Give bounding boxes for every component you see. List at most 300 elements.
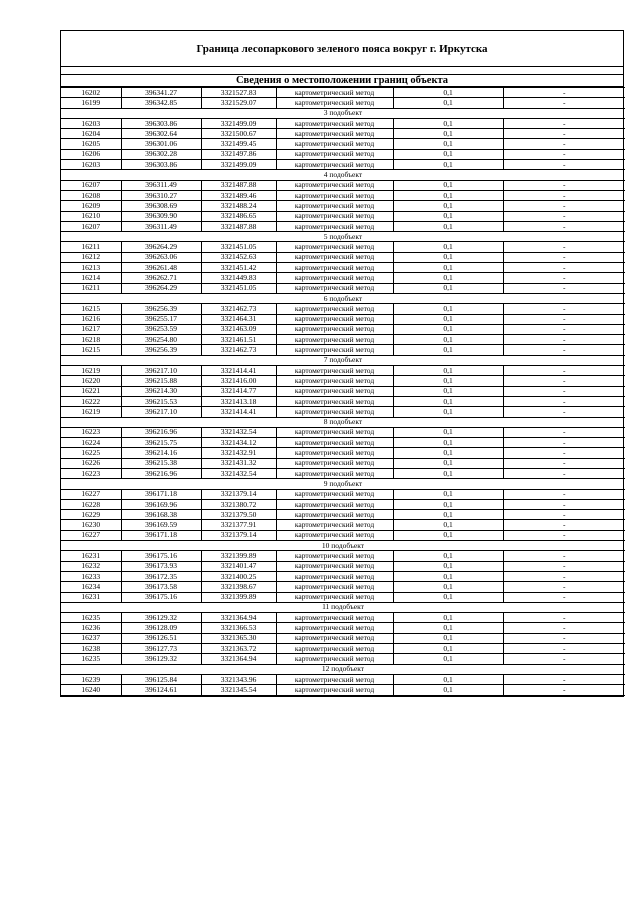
x-coordinate-cell: 396129.32 bbox=[121, 613, 201, 623]
point-id-cell: 16229 bbox=[61, 510, 121, 520]
document-frame bbox=[60, 30, 624, 697]
table-row bbox=[61, 345, 625, 355]
point-id-cell: 16214 bbox=[61, 273, 121, 283]
accuracy-cell: 0,1 bbox=[393, 396, 503, 406]
description-cell: - bbox=[503, 242, 625, 252]
table-row bbox=[61, 520, 625, 530]
method-cell: картометрический метод bbox=[276, 324, 393, 334]
x-coordinate-cell: 396217.10 bbox=[121, 366, 201, 376]
description-cell: - bbox=[503, 654, 625, 664]
accuracy-cell: 0,1 bbox=[393, 438, 503, 448]
method-cell: картометрический метод bbox=[276, 366, 393, 376]
accuracy-cell: 0,1 bbox=[393, 489, 503, 499]
x-coordinate-cell: 396128.09 bbox=[121, 623, 201, 633]
point-id-cell: 16211 bbox=[61, 283, 121, 293]
y-coordinate-cell: 3321432.91 bbox=[201, 448, 276, 458]
x-coordinate-cell: 396171.18 bbox=[121, 489, 201, 499]
y-coordinate-cell: 3321451.05 bbox=[201, 242, 276, 252]
subobject-label: 11 подобъект bbox=[61, 602, 625, 612]
accuracy-cell: 0,1 bbox=[393, 623, 503, 633]
x-coordinate-cell: 396311.49 bbox=[121, 221, 201, 231]
point-id-cell: 16223 bbox=[61, 468, 121, 478]
accuracy-cell: 0,1 bbox=[393, 386, 503, 396]
point-id-cell: 16225 bbox=[61, 448, 121, 458]
x-coordinate-cell: 396175.16 bbox=[121, 551, 201, 561]
y-coordinate-cell: 3321399.89 bbox=[201, 592, 276, 602]
table-row bbox=[61, 448, 625, 458]
table-row bbox=[61, 129, 625, 139]
y-coordinate-cell: 3321413.18 bbox=[201, 396, 276, 406]
accuracy-cell: 0,1 bbox=[393, 149, 503, 159]
point-id-cell: 16223 bbox=[61, 427, 121, 437]
point-id-cell: 16235 bbox=[61, 654, 121, 664]
accuracy-cell: 0,1 bbox=[393, 376, 503, 386]
y-coordinate-cell: 3321399.89 bbox=[201, 551, 276, 561]
description-cell: - bbox=[503, 407, 625, 417]
method-cell: картометрический метод bbox=[276, 489, 393, 499]
description-cell: - bbox=[503, 582, 625, 592]
description-cell: - bbox=[503, 561, 625, 571]
method-cell: картометрический метод bbox=[276, 448, 393, 458]
point-id-cell: 16215 bbox=[61, 345, 121, 355]
x-coordinate-cell: 396301.06 bbox=[121, 139, 201, 149]
subobject-label: 12 подобъект bbox=[61, 664, 625, 674]
section-row bbox=[61, 170, 625, 180]
point-id-cell: 16209 bbox=[61, 201, 121, 211]
method-cell: картометрический метод bbox=[276, 592, 393, 602]
method-cell: картометрический метод bbox=[276, 644, 393, 654]
accuracy-cell: 0,1 bbox=[393, 211, 503, 221]
y-coordinate-cell: 3321432.54 bbox=[201, 427, 276, 437]
table-row bbox=[61, 644, 625, 654]
subobject-label: 6 подобъект bbox=[61, 293, 625, 303]
description-cell: - bbox=[503, 129, 625, 139]
y-coordinate-cell: 3321379.14 bbox=[201, 530, 276, 540]
method-cell: картометрический метод bbox=[276, 201, 393, 211]
accuracy-cell: 0,1 bbox=[393, 571, 503, 581]
y-coordinate-cell: 3321379.50 bbox=[201, 510, 276, 520]
y-coordinate-cell: 3321380.72 bbox=[201, 499, 276, 509]
subobject-label: 4 подобъект bbox=[61, 170, 625, 180]
y-coordinate-cell: 3321379.14 bbox=[201, 489, 276, 499]
description-cell: - bbox=[503, 304, 625, 314]
method-cell: картометрический метод bbox=[276, 561, 393, 571]
point-id-cell: 16228 bbox=[61, 499, 121, 509]
x-coordinate-cell: 396216.96 bbox=[121, 427, 201, 437]
accuracy-cell: 0,1 bbox=[393, 366, 503, 376]
point-id-cell: 16232 bbox=[61, 561, 121, 571]
description-cell: - bbox=[503, 252, 625, 262]
method-cell: картометрический метод bbox=[276, 520, 393, 530]
section-row bbox=[61, 232, 625, 242]
y-coordinate-cell: 3321500.67 bbox=[201, 129, 276, 139]
subobject-label: 10 подобъект bbox=[61, 541, 625, 551]
method-cell: картометрический метод bbox=[276, 180, 393, 190]
y-coordinate-cell: 3321343.96 bbox=[201, 674, 276, 684]
x-coordinate-cell: 396256.39 bbox=[121, 304, 201, 314]
accuracy-cell: 0,1 bbox=[393, 263, 503, 273]
description-cell: - bbox=[503, 489, 625, 499]
accuracy-cell: 0,1 bbox=[393, 407, 503, 417]
point-id-cell: 16206 bbox=[61, 149, 121, 159]
table-row bbox=[61, 674, 625, 684]
accuracy-cell: 0,1 bbox=[393, 582, 503, 592]
x-coordinate-cell: 396264.29 bbox=[121, 242, 201, 252]
table-row bbox=[61, 633, 625, 643]
method-cell: картометрический метод bbox=[276, 407, 393, 417]
table-row bbox=[61, 376, 625, 386]
point-id-cell: 16230 bbox=[61, 520, 121, 530]
table-row bbox=[61, 304, 625, 314]
accuracy-cell: 0,1 bbox=[393, 273, 503, 283]
point-id-cell: 16204 bbox=[61, 129, 121, 139]
method-cell: картометрический метод bbox=[276, 571, 393, 581]
x-coordinate-cell: 396125.84 bbox=[121, 674, 201, 684]
table-row bbox=[61, 252, 625, 262]
y-coordinate-cell: 3321487.88 bbox=[201, 180, 276, 190]
method-cell: картометрический метод bbox=[276, 376, 393, 386]
subobject-label: 7 подобъект bbox=[61, 355, 625, 365]
point-id-cell: 16202 bbox=[61, 88, 121, 98]
x-coordinate-cell: 396256.39 bbox=[121, 345, 201, 355]
section-row bbox=[61, 479, 625, 489]
method-cell: картометрический метод bbox=[276, 386, 393, 396]
table-row bbox=[61, 366, 625, 376]
method-cell: картометрический метод bbox=[276, 396, 393, 406]
x-coordinate-cell: 396302.28 bbox=[121, 149, 201, 159]
y-coordinate-cell: 3321414.41 bbox=[201, 366, 276, 376]
description-cell: - bbox=[503, 396, 625, 406]
x-coordinate-cell: 396310.27 bbox=[121, 190, 201, 200]
y-coordinate-cell: 3321452.63 bbox=[201, 252, 276, 262]
point-id-cell: 16205 bbox=[61, 139, 121, 149]
y-coordinate-cell: 3321463.09 bbox=[201, 324, 276, 334]
x-coordinate-cell: 396214.16 bbox=[121, 448, 201, 458]
point-id-cell: 16211 bbox=[61, 242, 121, 252]
description-cell: - bbox=[503, 520, 625, 530]
description-cell: - bbox=[503, 530, 625, 540]
subobject-label: 5 подобъект bbox=[61, 232, 625, 242]
accuracy-cell: 0,1 bbox=[393, 674, 503, 684]
description-cell: - bbox=[503, 458, 625, 468]
method-cell: картометрический метод bbox=[276, 530, 393, 540]
description-cell: - bbox=[503, 190, 625, 200]
table-row bbox=[61, 386, 625, 396]
accuracy-cell: 0,1 bbox=[393, 520, 503, 530]
method-cell: картометрический метод bbox=[276, 427, 393, 437]
method-cell: картометрический метод bbox=[276, 468, 393, 478]
accuracy-cell: 0,1 bbox=[393, 324, 503, 334]
accuracy-cell: 0,1 bbox=[393, 530, 503, 540]
x-coordinate-cell: 396342.85 bbox=[121, 98, 201, 108]
point-id-cell: 16231 bbox=[61, 592, 121, 602]
table-row bbox=[61, 98, 625, 108]
description-cell: - bbox=[503, 427, 625, 437]
table-row bbox=[61, 551, 625, 561]
description-cell: - bbox=[503, 551, 625, 561]
x-coordinate-cell: 396173.93 bbox=[121, 561, 201, 571]
point-id-cell: 16226 bbox=[61, 458, 121, 468]
description-cell: - bbox=[503, 88, 625, 98]
y-coordinate-cell: 3321432.54 bbox=[201, 468, 276, 478]
method-cell: картометрический метод bbox=[276, 458, 393, 468]
description-cell: - bbox=[503, 160, 625, 170]
accuracy-cell: 0,1 bbox=[393, 510, 503, 520]
y-coordinate-cell: 3321366.53 bbox=[201, 623, 276, 633]
method-cell: картометрический метод bbox=[276, 118, 393, 128]
y-coordinate-cell: 3321527.83 bbox=[201, 88, 276, 98]
method-cell: картометрический метод bbox=[276, 499, 393, 509]
description-cell: - bbox=[503, 263, 625, 273]
x-coordinate-cell: 396214.30 bbox=[121, 386, 201, 396]
point-id-cell: 16207 bbox=[61, 221, 121, 231]
y-coordinate-cell: 3321489.46 bbox=[201, 190, 276, 200]
method-cell: картометрический метод bbox=[276, 304, 393, 314]
point-id-cell: 16219 bbox=[61, 407, 121, 417]
y-coordinate-cell: 3321451.42 bbox=[201, 263, 276, 273]
point-id-cell: 16216 bbox=[61, 314, 121, 324]
table-row bbox=[61, 139, 625, 149]
point-id-cell: 16239 bbox=[61, 674, 121, 684]
accuracy-cell: 0,1 bbox=[393, 98, 503, 108]
table-row bbox=[61, 335, 625, 345]
y-coordinate-cell: 3321462.73 bbox=[201, 345, 276, 355]
method-cell: картометрический метод bbox=[276, 551, 393, 561]
method-cell: картометрический метод bbox=[276, 273, 393, 283]
point-id-cell: 16233 bbox=[61, 571, 121, 581]
x-coordinate-cell: 396169.59 bbox=[121, 520, 201, 530]
point-id-cell: 16240 bbox=[61, 685, 121, 695]
table-row bbox=[61, 211, 625, 221]
y-coordinate-cell: 3321345.54 bbox=[201, 685, 276, 695]
y-coordinate-cell: 3321398.67 bbox=[201, 582, 276, 592]
point-id-cell: 16227 bbox=[61, 530, 121, 540]
method-cell: картометрический метод bbox=[276, 139, 393, 149]
description-cell: - bbox=[503, 324, 625, 334]
y-coordinate-cell: 3321464.31 bbox=[201, 314, 276, 324]
point-id-cell: 16234 bbox=[61, 582, 121, 592]
accuracy-cell: 0,1 bbox=[393, 644, 503, 654]
method-cell: картометрический метод bbox=[276, 190, 393, 200]
section-row bbox=[61, 108, 625, 118]
method-cell: картометрический метод bbox=[276, 345, 393, 355]
point-id-cell: 16212 bbox=[61, 252, 121, 262]
point-id-cell: 16210 bbox=[61, 211, 121, 221]
point-id-cell: 16231 bbox=[61, 551, 121, 561]
accuracy-cell: 0,1 bbox=[393, 448, 503, 458]
accuracy-cell: 0,1 bbox=[393, 283, 503, 293]
x-coordinate-cell: 396217.10 bbox=[121, 407, 201, 417]
x-coordinate-cell: 396172.35 bbox=[121, 571, 201, 581]
method-cell: картометрический метод bbox=[276, 211, 393, 221]
table-row bbox=[61, 396, 625, 406]
point-id-cell: 16220 bbox=[61, 376, 121, 386]
description-cell: - bbox=[503, 180, 625, 190]
x-coordinate-cell: 396215.53 bbox=[121, 396, 201, 406]
method-cell: картометрический метод bbox=[276, 623, 393, 633]
description-cell: - bbox=[503, 499, 625, 509]
method-cell: картометрический метод bbox=[276, 283, 393, 293]
y-coordinate-cell: 3321431.32 bbox=[201, 458, 276, 468]
y-coordinate-cell: 3321449.83 bbox=[201, 273, 276, 283]
table-row bbox=[61, 149, 625, 159]
table-row bbox=[61, 88, 625, 98]
table-row bbox=[61, 582, 625, 592]
table-row bbox=[61, 499, 625, 509]
y-coordinate-cell: 3321461.51 bbox=[201, 335, 276, 345]
subobject-label: 9 подобъект bbox=[61, 479, 625, 489]
table-row bbox=[61, 489, 625, 499]
y-coordinate-cell: 3321365.30 bbox=[201, 633, 276, 643]
x-coordinate-cell: 396253.59 bbox=[121, 324, 201, 334]
table-row bbox=[61, 263, 625, 273]
x-coordinate-cell: 396169.96 bbox=[121, 499, 201, 509]
y-coordinate-cell: 3321499.09 bbox=[201, 118, 276, 128]
x-coordinate-cell: 396341.27 bbox=[121, 88, 201, 98]
x-coordinate-cell: 396129.32 bbox=[121, 654, 201, 664]
point-id-cell: 16217 bbox=[61, 324, 121, 334]
description-cell: - bbox=[503, 644, 625, 654]
y-coordinate-cell: 3321487.88 bbox=[201, 221, 276, 231]
method-cell: картометрический метод bbox=[276, 510, 393, 520]
table-row bbox=[61, 118, 625, 128]
section-row bbox=[61, 602, 625, 612]
x-coordinate-cell: 396264.29 bbox=[121, 283, 201, 293]
y-coordinate-cell: 3321462.73 bbox=[201, 304, 276, 314]
method-cell: картометрический метод bbox=[276, 88, 393, 98]
accuracy-cell: 0,1 bbox=[393, 551, 503, 561]
x-coordinate-cell: 396175.16 bbox=[121, 592, 201, 602]
y-coordinate-cell: 3321400.25 bbox=[201, 571, 276, 581]
section-row bbox=[61, 293, 625, 303]
point-id-cell: 16218 bbox=[61, 335, 121, 345]
accuracy-cell: 0,1 bbox=[393, 180, 503, 190]
point-id-cell: 16207 bbox=[61, 180, 121, 190]
table-row bbox=[61, 242, 625, 252]
description-cell: - bbox=[503, 438, 625, 448]
method-cell: картометрический метод bbox=[276, 263, 393, 273]
x-coordinate-cell: 396254.80 bbox=[121, 335, 201, 345]
section-row bbox=[61, 355, 625, 365]
description-cell: - bbox=[503, 335, 625, 345]
x-coordinate-cell: 396302.64 bbox=[121, 129, 201, 139]
description-cell: - bbox=[503, 221, 625, 231]
y-coordinate-cell: 3321488.24 bbox=[201, 201, 276, 211]
x-coordinate-cell: 396262.71 bbox=[121, 273, 201, 283]
table-row bbox=[61, 273, 625, 283]
table-row bbox=[61, 407, 625, 417]
x-coordinate-cell: 396303.86 bbox=[121, 118, 201, 128]
method-cell: картометрический метод bbox=[276, 252, 393, 262]
description-cell: - bbox=[503, 283, 625, 293]
point-id-cell: 16203 bbox=[61, 160, 121, 170]
table-row bbox=[61, 160, 625, 170]
table-row bbox=[61, 201, 625, 211]
table-row bbox=[61, 571, 625, 581]
accuracy-cell: 0,1 bbox=[393, 345, 503, 355]
table-row bbox=[61, 427, 625, 437]
method-cell: картометрический метод bbox=[276, 129, 393, 139]
description-cell: - bbox=[503, 98, 625, 108]
method-cell: картометрический метод bbox=[276, 654, 393, 664]
x-coordinate-cell: 396168.38 bbox=[121, 510, 201, 520]
accuracy-cell: 0,1 bbox=[393, 561, 503, 571]
description-cell: - bbox=[503, 510, 625, 520]
description-cell: - bbox=[503, 448, 625, 458]
accuracy-cell: 0,1 bbox=[393, 242, 503, 252]
method-cell: картометрический метод bbox=[276, 221, 393, 231]
method-cell: картометрический метод bbox=[276, 613, 393, 623]
description-cell: - bbox=[503, 118, 625, 128]
method-cell: картометрический метод bbox=[276, 633, 393, 643]
point-id-cell: 16222 bbox=[61, 396, 121, 406]
table-row bbox=[61, 530, 625, 540]
accuracy-cell: 0,1 bbox=[393, 468, 503, 478]
description-cell: - bbox=[503, 633, 625, 643]
table-row bbox=[61, 221, 625, 231]
description-cell: - bbox=[503, 623, 625, 633]
y-coordinate-cell: 3321364.94 bbox=[201, 654, 276, 664]
description-cell: - bbox=[503, 201, 625, 211]
accuracy-cell: 0,1 bbox=[393, 201, 503, 211]
y-coordinate-cell: 3321363.72 bbox=[201, 644, 276, 654]
x-coordinate-cell: 396127.73 bbox=[121, 644, 201, 654]
table-row bbox=[61, 561, 625, 571]
description-cell: - bbox=[503, 386, 625, 396]
x-coordinate-cell: 396303.86 bbox=[121, 160, 201, 170]
table-row bbox=[61, 180, 625, 190]
y-coordinate-cell: 3321414.41 bbox=[201, 407, 276, 417]
accuracy-cell: 0,1 bbox=[393, 314, 503, 324]
table-row bbox=[61, 190, 625, 200]
method-cell: картометрический метод bbox=[276, 335, 393, 345]
point-id-cell: 16221 bbox=[61, 386, 121, 396]
section-row bbox=[61, 541, 625, 551]
method-cell: картометрический метод bbox=[276, 314, 393, 324]
point-id-cell: 16227 bbox=[61, 489, 121, 499]
x-coordinate-cell: 396308.69 bbox=[121, 201, 201, 211]
accuracy-cell: 0,1 bbox=[393, 499, 503, 509]
x-coordinate-cell: 396261.48 bbox=[121, 263, 201, 273]
point-id-cell: 16213 bbox=[61, 263, 121, 273]
x-coordinate-cell: 396126.51 bbox=[121, 633, 201, 643]
y-coordinate-cell: 3321364.94 bbox=[201, 613, 276, 623]
description-cell: - bbox=[503, 376, 625, 386]
x-coordinate-cell: 396311.49 bbox=[121, 180, 201, 190]
table-row bbox=[61, 592, 625, 602]
method-cell: картометрический метод bbox=[276, 149, 393, 159]
method-cell: картометрический метод bbox=[276, 685, 393, 695]
y-coordinate-cell: 3321499.09 bbox=[201, 160, 276, 170]
accuracy-cell: 0,1 bbox=[393, 654, 503, 664]
coordinates-table bbox=[61, 87, 625, 696]
accuracy-cell: 0,1 bbox=[393, 304, 503, 314]
method-cell: картометрический метод bbox=[276, 242, 393, 252]
description-cell: - bbox=[503, 211, 625, 221]
point-id-cell: 16237 bbox=[61, 633, 121, 643]
table-row bbox=[61, 654, 625, 664]
x-coordinate-cell: 396215.75 bbox=[121, 438, 201, 448]
description-cell: - bbox=[503, 674, 625, 684]
x-coordinate-cell: 396263.06 bbox=[121, 252, 201, 262]
point-id-cell: 16238 bbox=[61, 644, 121, 654]
method-cell: картометрический метод bbox=[276, 438, 393, 448]
x-coordinate-cell: 396124.61 bbox=[121, 685, 201, 695]
y-coordinate-cell: 3321497.86 bbox=[201, 149, 276, 159]
method-cell: картометрический метод bbox=[276, 582, 393, 592]
description-cell: - bbox=[503, 685, 625, 695]
description-cell: - bbox=[503, 592, 625, 602]
